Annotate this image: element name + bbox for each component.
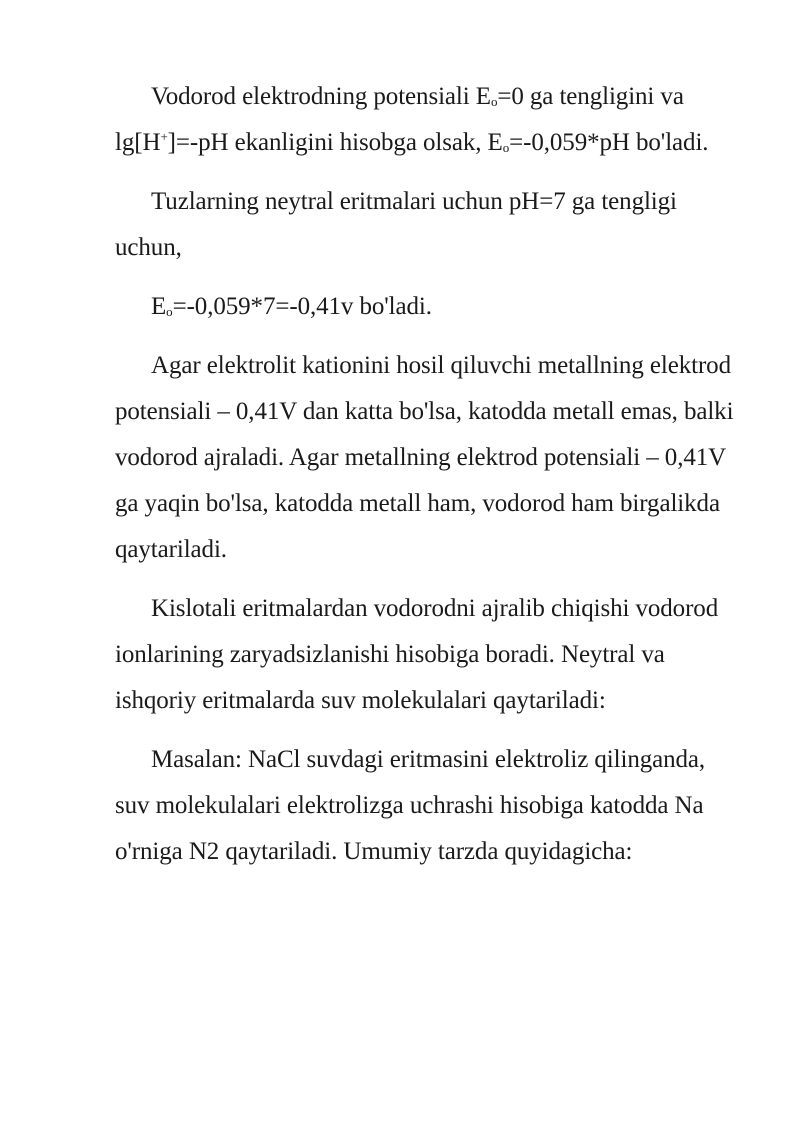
text-run: =-0,059*pH bo'ladi. — [509, 129, 709, 156]
subscript: o — [490, 94, 498, 109]
text-run: Vodorod elektrodning potensiali E — [151, 83, 491, 110]
text-run: E — [151, 293, 167, 320]
paragraph-example-nacl: Masalan: NaCl suvdagi eritmasini elektroliz qilinganda, suv molekulalari elektrolizga uchrashi hisobiga katodda Na o'rniga N2 qaytariladi. Umumiy tarzda quyidagicha: — [115, 746, 706, 865]
paragraph-hydrogen-potential — [115, 74, 735, 166]
paragraph-neutral-solutions: Tuzlarning neytral eritmalari uchun pH=7 ga tengligi uchun, — [115, 188, 677, 261]
paragraph-formula — [115, 284, 735, 330]
document-page — [115, 74, 735, 888]
superscript: + — [160, 129, 168, 144]
text-run: =-0,059*7=-0,41v bo'ladi. — [172, 293, 432, 320]
text-run: ]=-pH ekanligini hisobga olsak, E — [167, 129, 503, 156]
paragraph-electrolyte-cation: Agar elektrolit kationini hosil qiluvchi metallning elektrod potensiali – 0,41V dan katta bo'lsa, katodda metall emas, balki vodorod ajraladi. Agar metallning elektrod potensiali – 0,41V ga yaqin bo'lsa, katodda metall ham, vodorod ham birgalikda qaytariladi. — [115, 352, 734, 563]
subscript: o — [502, 140, 510, 155]
text-run: =0 ga tengligini va lg[H — [115, 83, 684, 156]
subscript: o — [166, 304, 173, 319]
paragraph-acidic-solutions: Kislotali eritmalardan vodorodni ajralib chiqishi vodorod ionlarining zaryadsizlanishi hisobiga boradi. Neytral va ishqoriy eritmalarda suv molekulalari qaytariladi: — [115, 595, 719, 714]
